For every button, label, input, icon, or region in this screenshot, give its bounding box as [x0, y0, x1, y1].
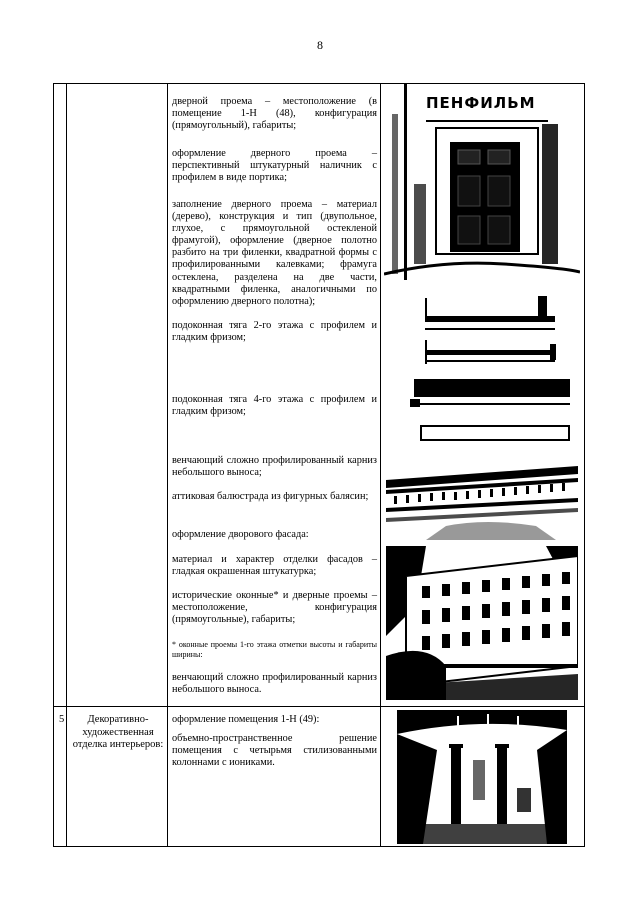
paragraph-room-solution: объемно-пространственное решение помещения с четырьмя стилизованными колоннами с иониками. — [172, 733, 377, 769]
sill-profile-2nd-floor-photo — [420, 296, 560, 368]
paragraph-facade-finish: материал и характер отделки фасадов – гладкая окрашенная штукатурка; — [172, 554, 377, 578]
door-photo — [384, 84, 580, 280]
paragraph-room-decoration: оформление помещения 1-Н (49): — [172, 714, 320, 725]
paragraph-balustrade: аттиковая балюстрада из фигурных балясин; — [172, 491, 369, 502]
cornice-balustrade-photo — [386, 460, 578, 542]
courtyard-facade-photo — [386, 546, 578, 700]
paragraph-door-decoration: оформление дверного проема – перспективный штукатурный наличник с профилем в виде портика; — [172, 148, 377, 184]
row-number: 5 — [59, 714, 65, 725]
paragraph-historic-openings: исторические оконные* и дверные проемы – местоположение, конфигурация (прямоугольные), габариты; — [172, 590, 377, 626]
paragraph-sill-2nd-floor: подоконная тяга 2-го этажа с профилем и гладким фризом; — [172, 320, 377, 344]
footnote-windows: * оконные проемы 1-го этажа отметки высоты и габариты ширины: — [172, 640, 377, 659]
paragraph-door-filling: заполнение дверного проема – материал (дерево), конструкция и тип (двупольное, глухое, с прямоугольной остекленой фрамугой), оформление (дверное полотно разбито на три филенки, квадратной формы с профилированными калевками; фрамуга остеклена, разделена на две части, квадратными филенка, аналогичными по оформлению дверного полотна); — [172, 199, 377, 307]
row-title: Декоративно-художественная отделка интерьеров: — [72, 714, 164, 750]
sill-profile-4th-floor-photo — [408, 377, 576, 447]
paragraph-cornice: венчающий сложно профилированный карниз небольшого выноса; — [172, 455, 377, 479]
paragraph-cornice-courtyard: венчающий сложно профилированный карниз небольшого выноса. — [172, 672, 377, 696]
cinema-sign: ПЕНФИЛЬМ — [426, 94, 536, 112]
page-number: 8 — [317, 38, 323, 52]
paragraph-door-opening: дверной проема – местоположение (в помещение 1-Н (48), конфигурация (прямоугольный), габариты; — [172, 96, 377, 132]
paragraph-sill-4th-floor: подоконная тяга 4-го этажа с профилем и гладким фризом; — [172, 394, 377, 418]
interior-columns-photo — [397, 710, 567, 844]
paragraph-courtyard-facade: оформление дворового фасада: — [172, 529, 309, 540]
